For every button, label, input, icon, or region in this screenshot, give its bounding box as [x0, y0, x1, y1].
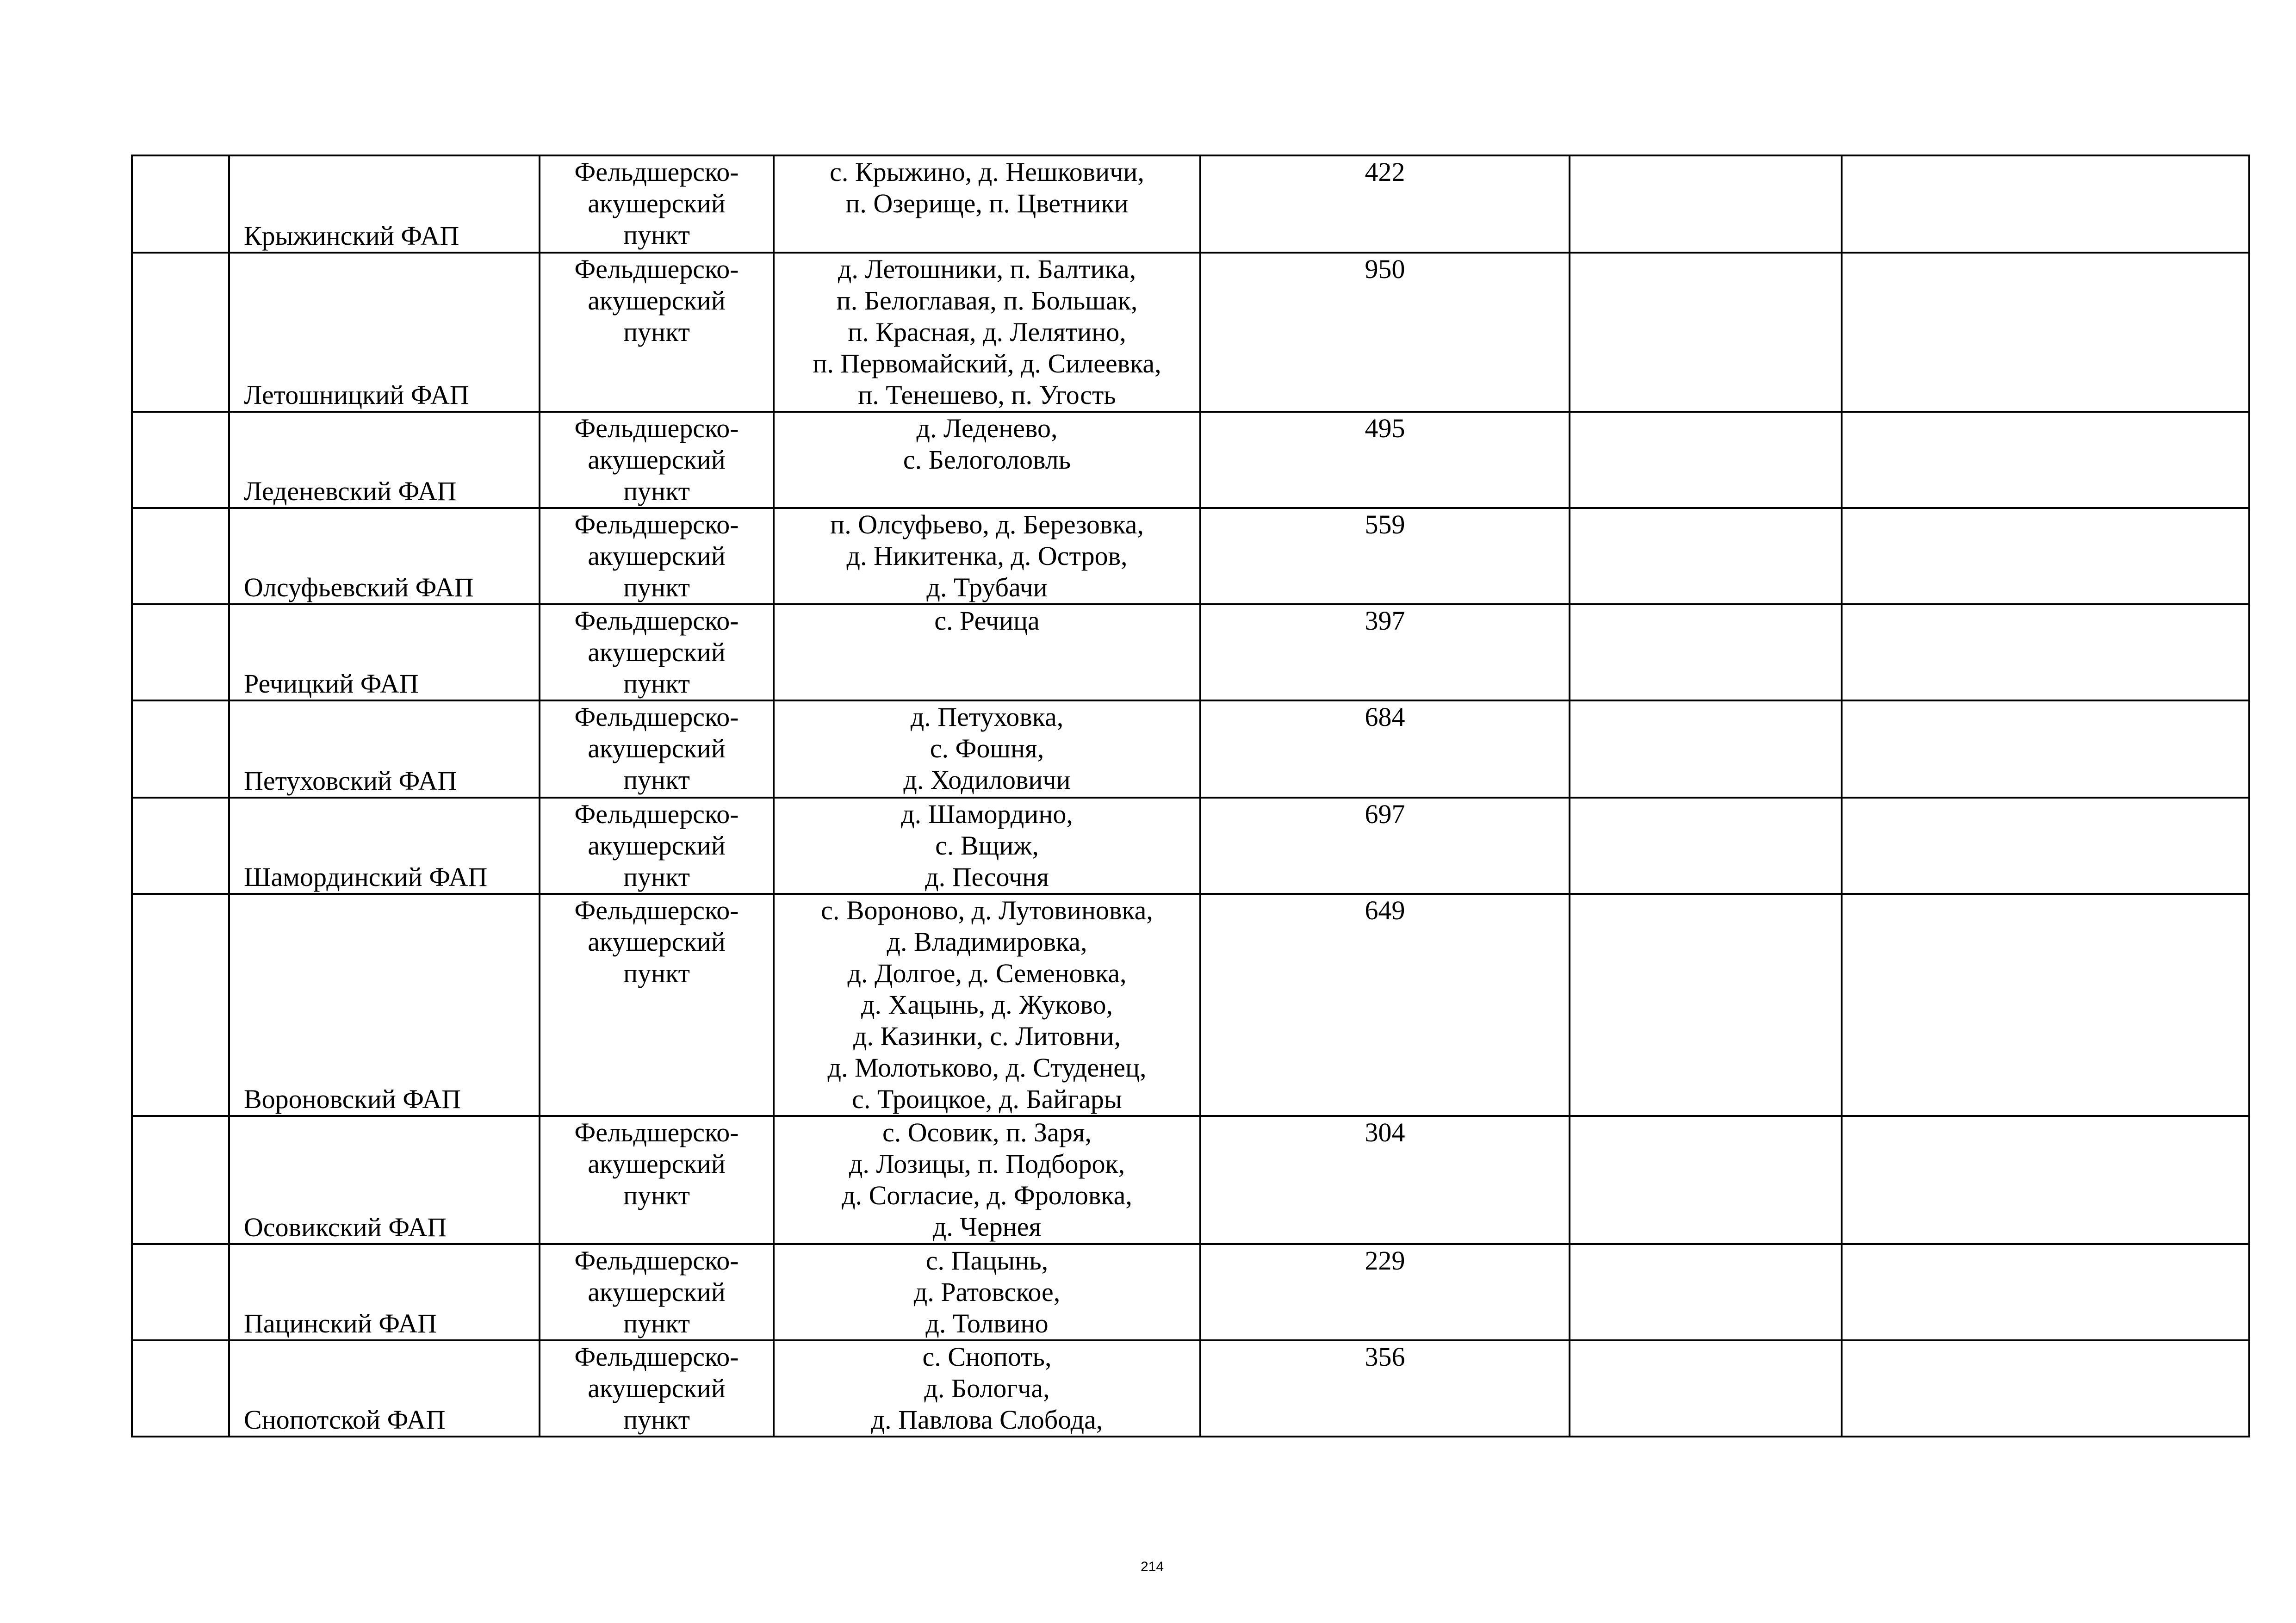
place-line: с. Снопоть, [922, 1342, 1052, 1372]
population-count: 697 [1365, 799, 1405, 829]
table-row [132, 253, 2249, 412]
facility-name-cell [229, 1340, 540, 1437]
place-line: д. Ратовское, [913, 1277, 1061, 1307]
facility-type-line: акушерский [588, 1149, 726, 1179]
facility-type-cell [540, 604, 774, 700]
empty-cell [1570, 700, 1842, 798]
place-line: д. Владимировка, [887, 927, 1087, 957]
facility-type-cell [540, 700, 774, 798]
table-row [132, 1116, 2249, 1244]
population-cell [1200, 253, 1570, 412]
population-count: 422 [1365, 157, 1405, 187]
facility-name: Речицкий ФАП [244, 669, 419, 699]
empty-cell [1570, 604, 1842, 700]
place-line: п. Озерище, п. Цветники [845, 188, 1129, 218]
row-number-cell [132, 253, 229, 412]
facility-type-line: акушерский [588, 541, 726, 571]
facility-name: Петуховский ФАП [244, 766, 457, 796]
place-line: с. Речица [934, 606, 1040, 636]
population-cell [1200, 1244, 1570, 1340]
facility-name-cell [229, 700, 540, 798]
facility-type-line: акушерский [588, 1277, 726, 1307]
place-line: п. Первомайский, д. Силеевка, [813, 348, 1161, 378]
facility-type-cell [540, 253, 774, 412]
facility-type-line: пункт [623, 572, 690, 602]
place-line: д. Ходиловичи [903, 765, 1071, 795]
facility-name: Осовикский ФАП [244, 1212, 447, 1242]
population-cell [1200, 604, 1570, 700]
facility-name-cell [229, 508, 540, 604]
facility-name: Вороновский ФАП [244, 1084, 461, 1114]
empty-cell [1570, 155, 1842, 253]
table-row [132, 798, 2249, 894]
facility-name: Крыжинский ФАП [244, 221, 459, 251]
facility-type-line: Фельдшерско- [574, 157, 739, 187]
place-line: д. Согласие, д. Фроловка, [842, 1180, 1132, 1210]
population-count: 229 [1365, 1245, 1405, 1276]
facility-type-line: пункт [623, 220, 690, 250]
facility-type-line: Фельдшерско- [574, 254, 739, 284]
place-line: д. Никитенка, д. Остров, [846, 541, 1128, 571]
facility-type-line: акушерский [588, 188, 726, 218]
facility-type-line: акушерский [588, 830, 726, 861]
page-number: 214 [1140, 1559, 1164, 1574]
place-line: д. Трубачи [926, 572, 1048, 602]
places-cell [774, 155, 1200, 253]
facility-type-line: пункт [623, 765, 690, 795]
facility-name: Леденевский ФАП [244, 476, 457, 506]
facility-type-line: акушерский [588, 637, 726, 667]
row-number-cell [132, 412, 229, 508]
facility-type-line: Фельдшерско- [574, 413, 739, 443]
place-line: с. Фошня, [930, 733, 1044, 763]
facility-type-line: Фельдшерско- [574, 509, 739, 539]
empty-cell [1570, 412, 1842, 508]
facility-name-cell [229, 1116, 540, 1244]
place-line: д. Хацынь, д. Жуково, [861, 990, 1113, 1020]
place-line: д. Долгое, д. Семеновка, [847, 958, 1127, 988]
row-number-cell [132, 700, 229, 798]
place-line: с. Пацынь, [925, 1245, 1049, 1276]
place-line: д. Павлова Слобода, [871, 1405, 1103, 1435]
places-cell [774, 412, 1200, 508]
empty-cell [1842, 1340, 2249, 1437]
facility-type-cell [540, 508, 774, 604]
population-cell [1200, 412, 1570, 508]
place-line: д. Петуховка, [910, 702, 1064, 732]
empty-cell [1842, 1244, 2249, 1340]
population-cell [1200, 508, 1570, 604]
table-row [132, 894, 2249, 1116]
facility-type-cell [540, 798, 774, 894]
population-cell [1200, 1116, 1570, 1244]
facility-name-cell [229, 155, 540, 253]
empty-cell [1570, 798, 1842, 894]
place-line: д. Толвино [925, 1308, 1049, 1338]
facility-name-cell [229, 894, 540, 1116]
facility-name-cell [229, 798, 540, 894]
empty-cell [1842, 412, 2249, 508]
population-count: 559 [1365, 509, 1405, 539]
population-cell [1200, 1340, 1570, 1437]
population-count: 684 [1365, 702, 1405, 732]
facility-name: Летошницкий ФАП [244, 380, 469, 410]
empty-cell [1570, 508, 1842, 604]
place-line: с. Троицкое, д. Байгары [852, 1084, 1122, 1114]
facility-type-line: Фельдшерско- [574, 606, 739, 636]
empty-cell [1570, 253, 1842, 412]
empty-cell [1842, 155, 2249, 253]
facility-type-cell [540, 894, 774, 1116]
facility-name-cell [229, 604, 540, 700]
facility-name: Шамординский ФАП [244, 862, 488, 892]
facility-type-line: акушерский [588, 733, 726, 763]
facility-type-line: пункт [623, 1308, 690, 1338]
facility-type-line: Фельдшерско- [574, 799, 739, 829]
place-line: с. Белоголовль [903, 445, 1071, 475]
places-cell [774, 1116, 1200, 1244]
facility-type-line: Фельдшерско- [574, 1117, 739, 1147]
facility-type-line: акушерский [588, 285, 726, 316]
facility-name-cell [229, 253, 540, 412]
places-cell [774, 508, 1200, 604]
population-count: 495 [1365, 413, 1405, 443]
facility-name: Снопотской ФАП [244, 1405, 446, 1435]
facility-name-cell [229, 1244, 540, 1340]
place-line: д. Бологча, [924, 1373, 1050, 1403]
facilities-table [131, 155, 2250, 1437]
empty-cell [1570, 1244, 1842, 1340]
place-line: д. Леденево, [916, 413, 1058, 443]
facility-type-line: акушерский [588, 927, 726, 957]
facility-type-line: Фельдшерско- [574, 702, 739, 732]
empty-cell [1842, 604, 2249, 700]
row-number-cell [132, 1116, 229, 1244]
facility-type-line: пункт [623, 1405, 690, 1435]
place-line: п. Тенешево, п. Угость [858, 380, 1116, 410]
facility-type-cell [540, 1244, 774, 1340]
facility-type-line: Фельдшерско- [574, 895, 739, 925]
empty-cell [1570, 894, 1842, 1116]
population-count: 356 [1365, 1342, 1405, 1372]
facility-type-line: пункт [623, 317, 690, 347]
facility-type-line: акушерский [588, 1373, 726, 1403]
table-row [132, 1244, 2249, 1340]
facility-name-cell [229, 412, 540, 508]
facility-type-line: пункт [623, 862, 690, 892]
place-line: д. Молотьково, д. Студенец, [827, 1053, 1147, 1083]
places-cell [774, 700, 1200, 798]
place-line: д. Лозицы, п. Подборок, [849, 1149, 1125, 1179]
table-row [132, 1340, 2249, 1437]
row-number-cell [132, 508, 229, 604]
place-line: п. Красная, д. Лелятино, [848, 317, 1126, 347]
empty-cell [1842, 700, 2249, 798]
population-cell [1200, 155, 1570, 253]
population-count: 649 [1365, 895, 1405, 925]
places-cell [774, 253, 1200, 412]
places-cell [774, 1244, 1200, 1340]
facility-type-line: акушерский [588, 445, 726, 475]
row-number-cell [132, 798, 229, 894]
places-cell [774, 604, 1200, 700]
facility-type-line: пункт [623, 958, 690, 988]
row-number-cell [132, 1340, 229, 1437]
facility-type-line: пункт [623, 1180, 690, 1210]
facility-type-cell [540, 412, 774, 508]
population-cell [1200, 700, 1570, 798]
table-row [132, 700, 2249, 798]
facility-name: Олсуфьевский ФАП [244, 572, 474, 602]
place-line: д. Песочня [925, 862, 1049, 892]
empty-cell [1842, 253, 2249, 412]
place-line: п. Белоглавая, п. Большак, [836, 285, 1138, 316]
place-line: с. Крыжино, д. Нешковичи, [830, 157, 1144, 187]
places-cell [774, 1340, 1200, 1437]
empty-cell [1842, 508, 2249, 604]
row-number-cell [132, 894, 229, 1116]
facility-type-cell [540, 1116, 774, 1244]
empty-cell [1842, 1116, 2249, 1244]
empty-cell [1842, 798, 2249, 894]
facility-name: Пацинский ФАП [244, 1308, 437, 1338]
row-number-cell [132, 155, 229, 253]
facility-type-cell [540, 155, 774, 253]
population-cell [1200, 894, 1570, 1116]
row-number-cell [132, 604, 229, 700]
places-cell [774, 798, 1200, 894]
population-cell [1200, 798, 1570, 894]
facility-type-line: Фельдшерско- [574, 1245, 739, 1276]
place-line: с. Вщиж, [935, 830, 1039, 861]
table-row [132, 155, 2249, 253]
population-count: 304 [1365, 1117, 1405, 1147]
facility-type-line: пункт [623, 476, 690, 506]
row-number-cell [132, 1244, 229, 1340]
places-cell [774, 894, 1200, 1116]
facility-type-line: Фельдшерско- [574, 1342, 739, 1372]
population-count: 950 [1365, 254, 1405, 284]
place-line: д. Шамордино, [901, 799, 1073, 829]
facility-type-cell [540, 1340, 774, 1437]
place-line: с. Вороново, д. Лутовиновка, [821, 895, 1153, 925]
place-line: д. Летошники, п. Балтика, [838, 254, 1136, 284]
table-row [132, 604, 2249, 700]
place-line: с. Осовик, п. Заря, [882, 1117, 1092, 1147]
facility-type-line: пункт [623, 669, 690, 699]
place-line: п. Олсуфьево, д. Березовка, [830, 509, 1144, 539]
empty-cell [1842, 894, 2249, 1116]
empty-cell [1570, 1116, 1842, 1244]
place-line: д. Казинки, с. Литовни, [853, 1021, 1121, 1051]
place-line: д. Чернея [932, 1212, 1042, 1242]
population-count: 397 [1365, 606, 1405, 636]
table-row [132, 412, 2249, 508]
table-row [132, 508, 2249, 604]
empty-cell [1570, 1340, 1842, 1437]
